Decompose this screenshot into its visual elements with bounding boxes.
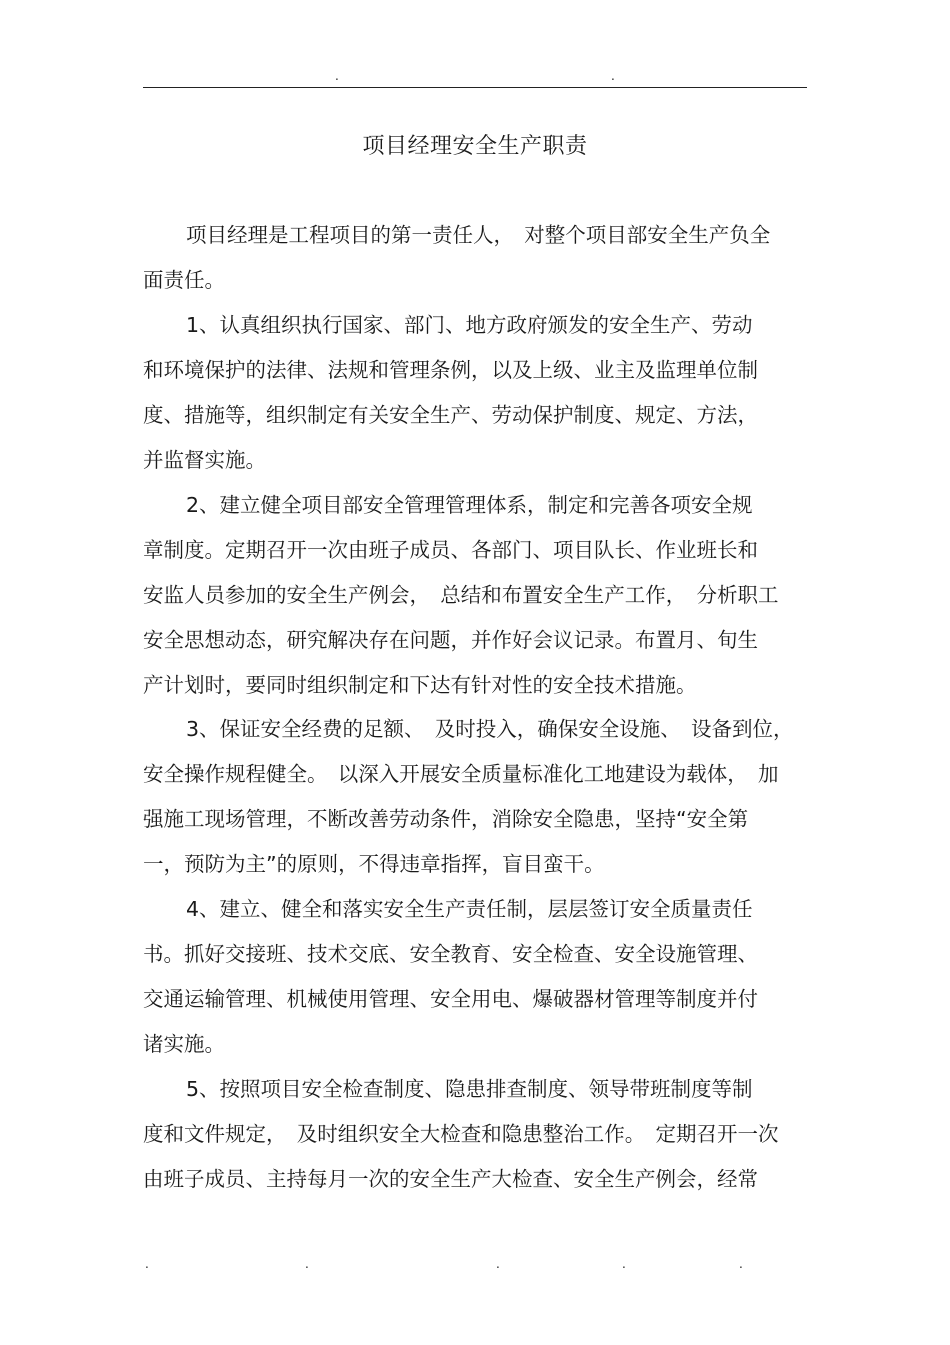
body-line: 面责任。 <box>143 268 225 292</box>
footer-dot-2: . <box>305 1257 309 1271</box>
body-line: 安全思想动态，研究解决存在问题，并作好会议记录。布置月、旬生 <box>143 628 758 652</box>
header-dot-1: . <box>335 69 339 83</box>
body-line: 度、措施等，组织制定有关安全生产、劳动保护制度、规定、方法， <box>143 403 758 427</box>
body-line: 和环境保护的法律、法规和管理条例，以及上级、业主及监理单位制 <box>143 358 758 382</box>
body-line: 并监督实施。 <box>143 448 266 472</box>
footer-dot-1: . <box>145 1257 149 1271</box>
body-line: 1、认真组织执行国家、部门、地方政府颁发的安全生产、劳动 <box>186 313 753 337</box>
header-dot-2: . <box>611 69 615 83</box>
footer-dot-5: . <box>739 1257 743 1271</box>
body-line: 产计划时，要同时组织制定和下达有针对性的安全技术措施。 <box>143 673 697 697</box>
body-line: 章制度。定期召开一次由班子成员、各部门、项目队长、作业班长和 <box>143 538 758 562</box>
body-line: 一，预防为主”的原则，不得违章指挥，盲目蛮干。 <box>143 852 605 876</box>
body-line: 书。抓好交接班、技术交底、安全教育、安全检查、安全设施管理、 <box>143 942 758 966</box>
body-line: 由班子成员、主持每月一次的安全生产大检查、安全生产例会，经常 <box>143 1167 758 1191</box>
body-line: 项目经理是工程项目的第一责任人， 对整个项目部安全生产负全 <box>186 223 771 247</box>
body-line: 交通运输管理、机械使用管理、安全用电、爆破器材管理等制度并付 <box>143 987 758 1011</box>
body-line: 强施工现场管理，不断改善劳动条件，消除安全隐患，坚持“安全第 <box>143 807 749 831</box>
body-line: 安全操作规程健全。 以深入开展安全质量标准化工地建设为载体， 加 <box>143 762 779 786</box>
body-line: 4、建立、健全和落实安全生产责任制，层层签订安全质量责任 <box>186 897 753 921</box>
body-line: 度和文件规定， 及时组织安全大检查和隐患整治工作。 定期召开一次 <box>143 1122 779 1146</box>
footer-dot-4: . <box>622 1257 626 1271</box>
body-line: 安监人员参加的安全生产例会， 总结和布置安全生产工作， 分析职工 <box>143 583 779 607</box>
body-line: 3、保证安全经费的足额、 及时投入，确保安全设施、 设备到位， <box>186 717 794 741</box>
document-title: 项目经理安全生产职责 <box>362 134 588 159</box>
body-line: 2、建立健全项目部安全管理管理体系，制定和完善各项安全规 <box>186 493 753 517</box>
body-line: 5、按照项目安全检查制度、隐患排查制度、领导带班制度等制 <box>186 1077 753 1101</box>
header-rule <box>143 87 807 88</box>
footer-dot-3: . <box>496 1257 500 1271</box>
body-line: 诸实施。 <box>143 1032 225 1056</box>
